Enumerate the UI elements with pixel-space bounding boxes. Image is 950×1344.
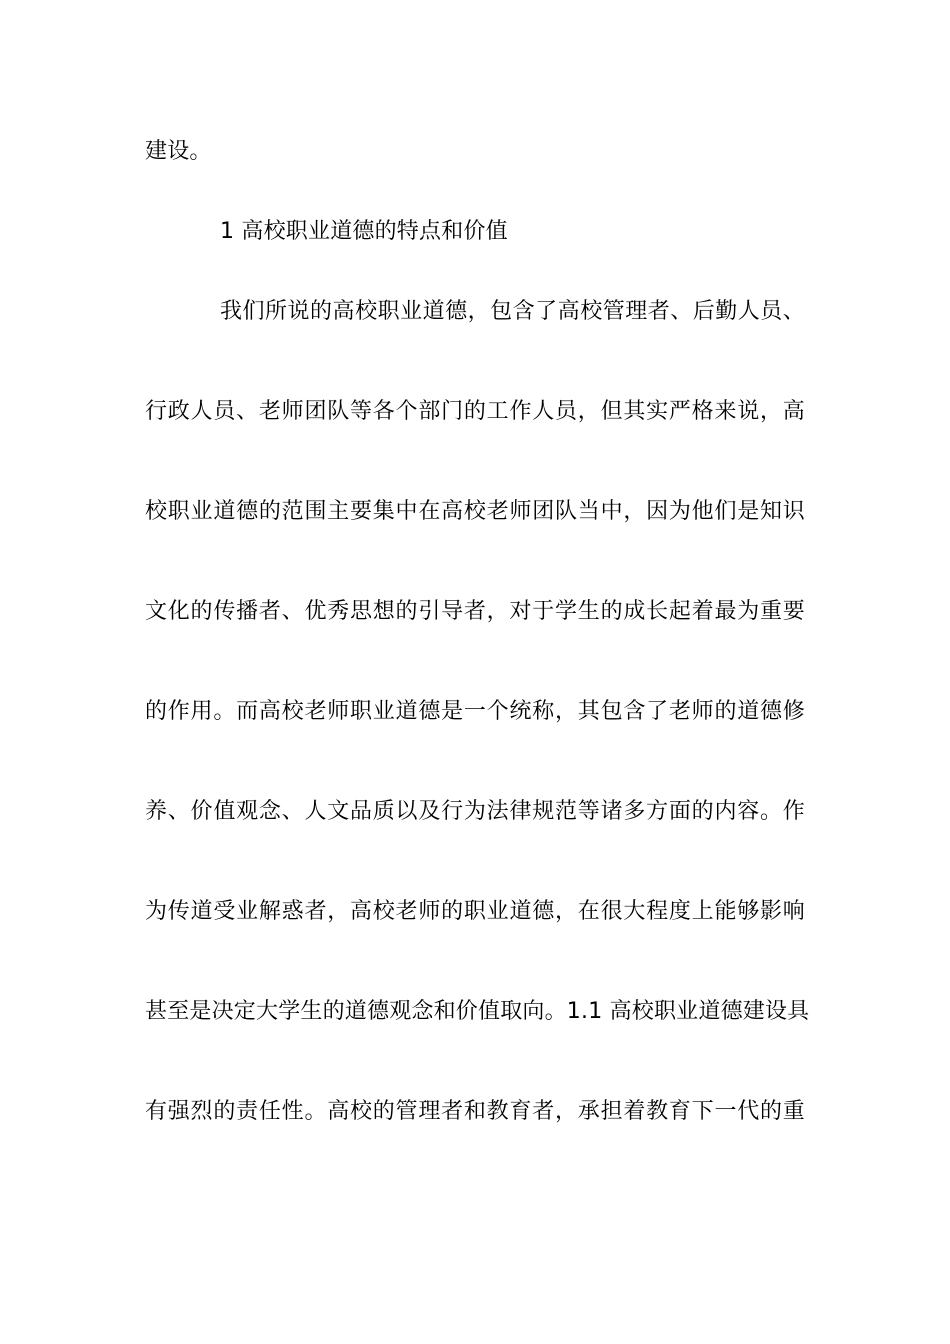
paragraph-line: 有强烈的责任性。高校的管理者和教育者，承担着教育下一代的重 (145, 1099, 805, 1124)
text-line-continuation: 建设。 (145, 139, 212, 164)
paragraph-line: 甚至是决定大学生的道德观念和价值取向。1.1 高校职业道德建设具 (145, 999, 810, 1024)
paragraph-first-line: 我们所说的高校职业道德，包含了高校管理者、后勤人员、 (220, 299, 805, 324)
paragraph-line: 校职业道德的范围主要集中在高校老师团队当中，因为他们是知识 (145, 499, 805, 524)
paragraph-line: 养、价值观念、人文品质以及行为法律规范等诸多方面的内容。作 (145, 799, 805, 824)
paragraph-line: 的作用。而高校老师职业道德是一个统称，其包含了老师的道德修 (145, 699, 805, 724)
paragraph-line: 行政人员、老师团队等各个部门的工作人员，但其实严格来说，高 (145, 399, 805, 424)
paragraph-line: 文化的传播者、优秀思想的引导者，对于学生的成长起着最为重要 (145, 599, 805, 624)
section-heading: 1 高校职业道德的特点和价值 (220, 219, 508, 244)
paragraph-line: 为传道受业解惑者，高校老师的职业道德，在很大程度上能够影响 (145, 899, 805, 924)
